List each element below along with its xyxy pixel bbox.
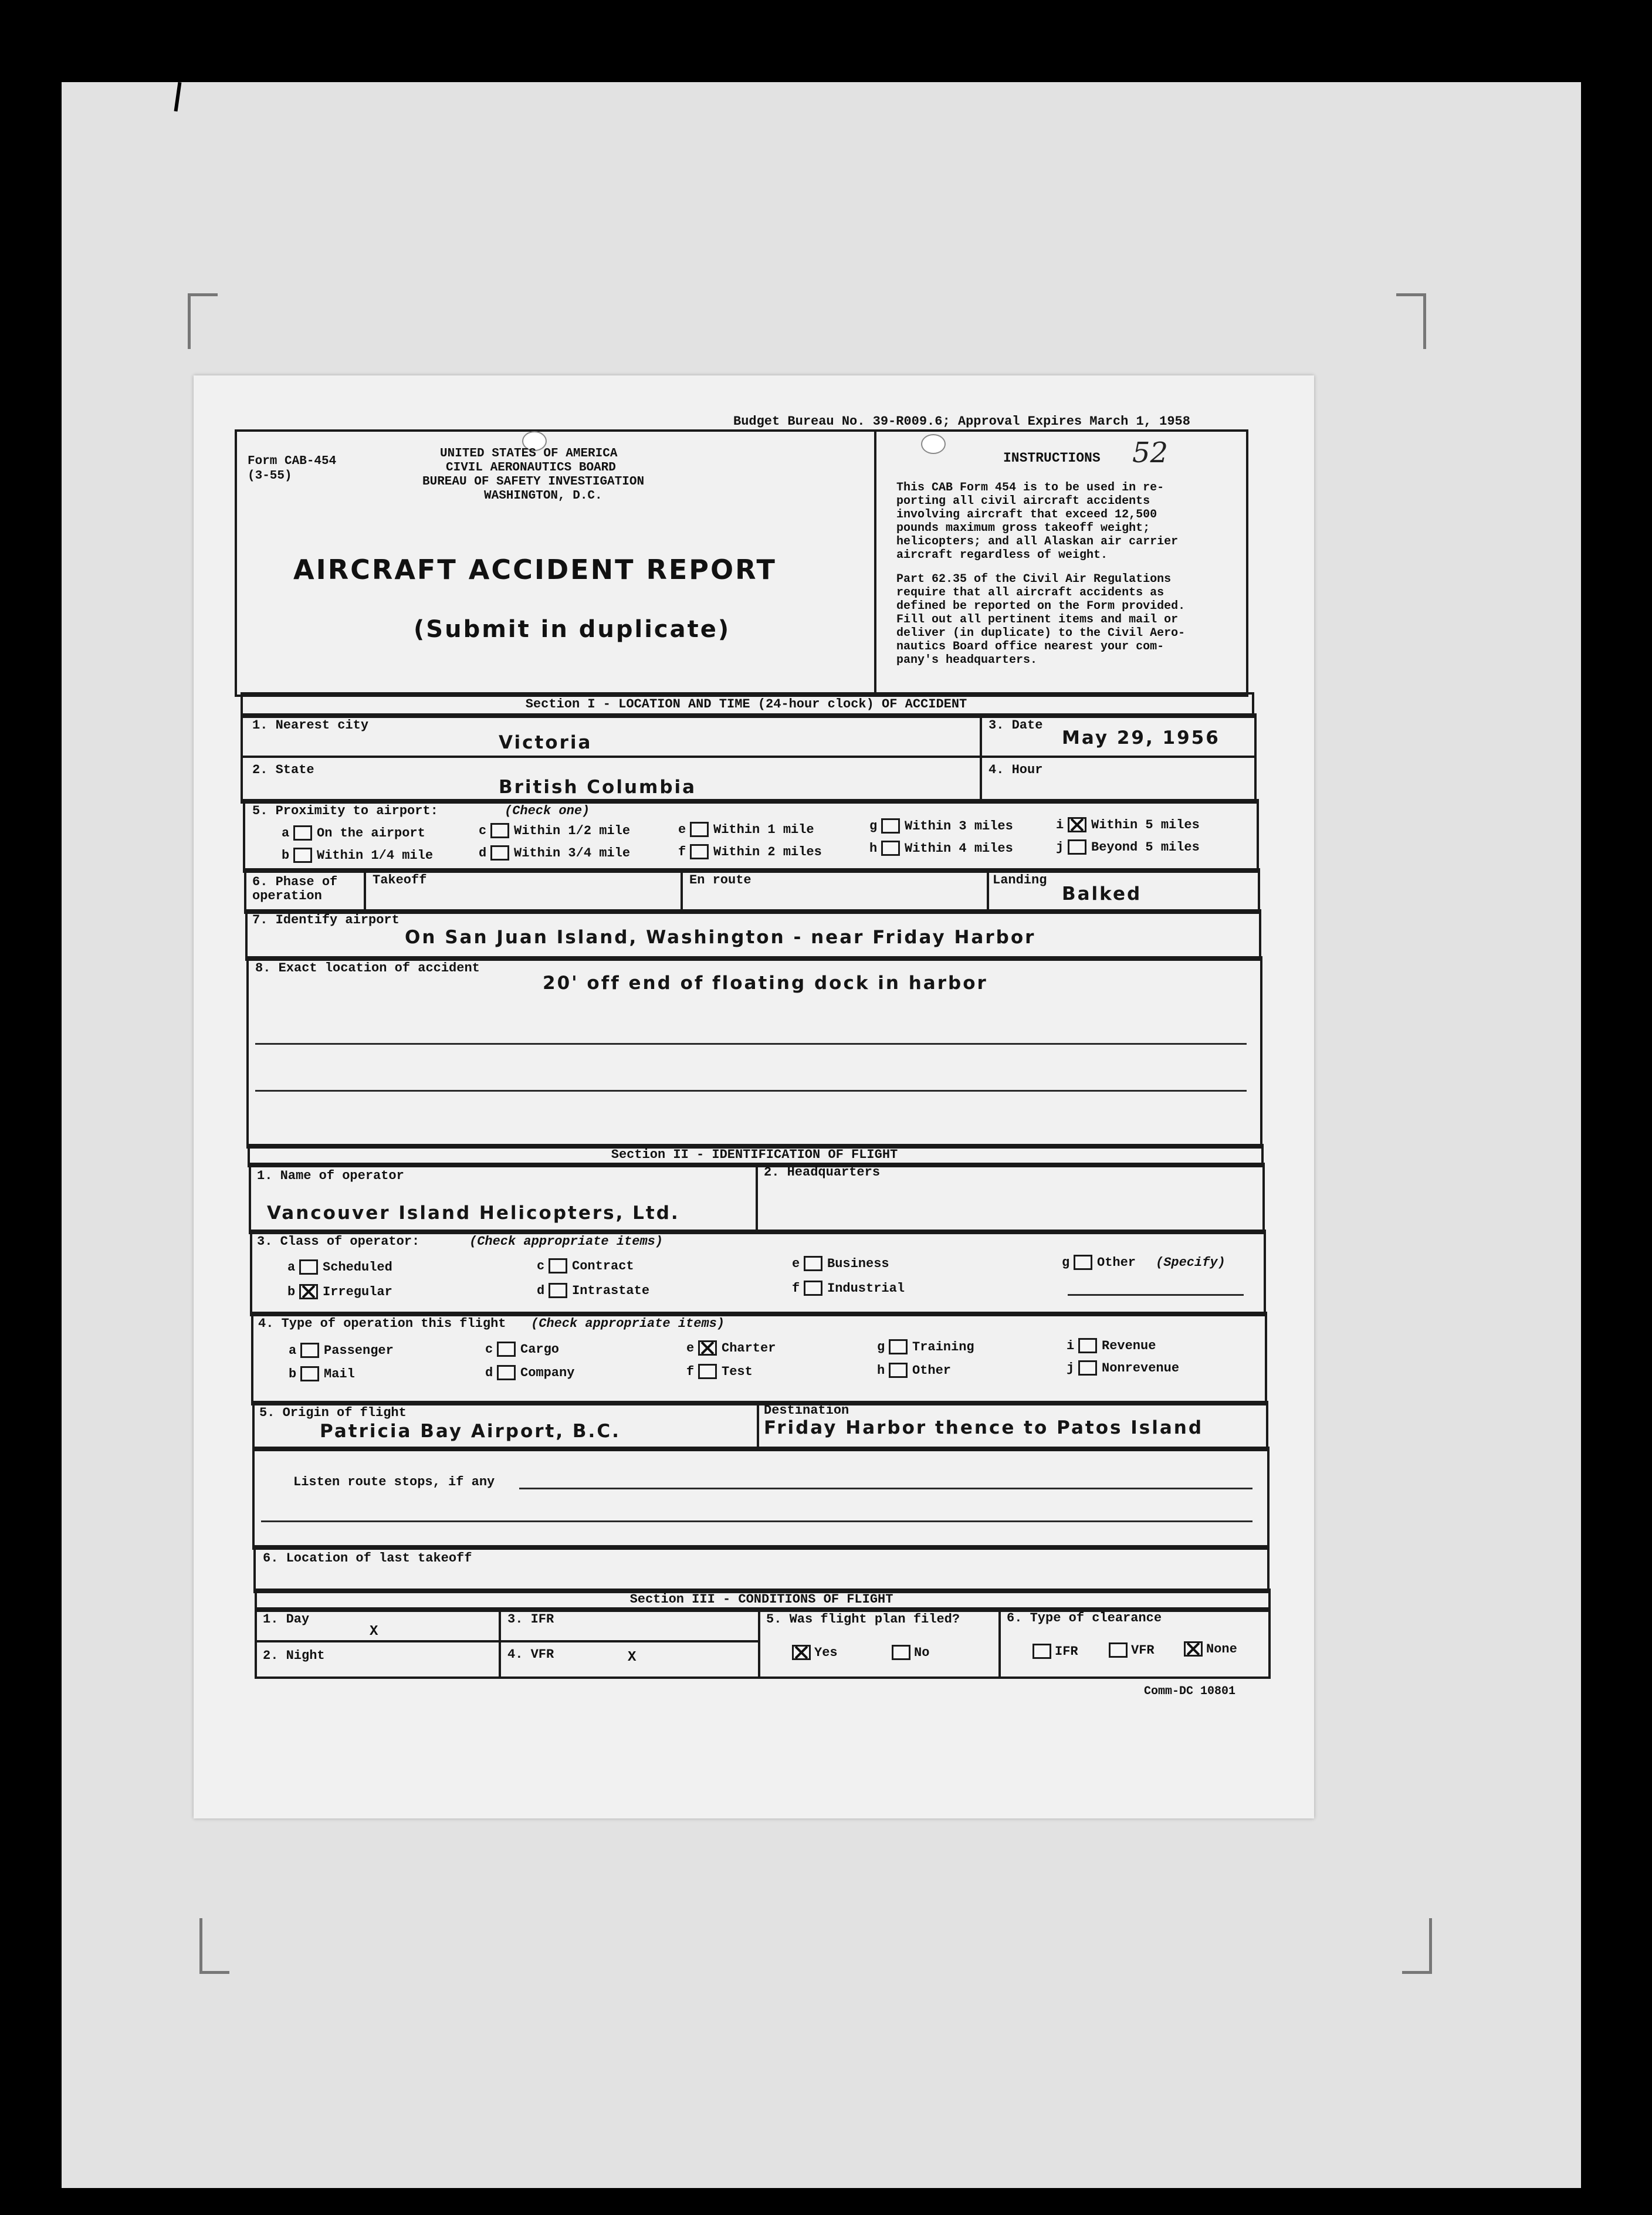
proximity-label: 5. Proximity to airport:	[252, 804, 438, 818]
type-option-label: Mail	[324, 1367, 355, 1381]
section1-heading: Section I - LOCATION AND TIME (24-hour clock) OF ACCIDENT	[525, 697, 967, 712]
crop-mark-top-right	[1396, 293, 1426, 349]
clearance-none-checkbox[interactable]	[1184, 1641, 1203, 1657]
enroute-stops-line[interactable]	[519, 1488, 1252, 1489]
proximity-checkbox-g[interactable]	[881, 818, 900, 834]
class-option-label: Contract	[572, 1259, 634, 1274]
proximity-option-label: Within 4 miles	[905, 841, 1013, 856]
proximity-option-label: Within 1/2 mile	[514, 824, 631, 838]
form-date: (3-55)	[248, 469, 292, 483]
crop-mark-bottom-left	[199, 1918, 229, 1974]
class-note: (Check appropriate items)	[469, 1234, 663, 1249]
state-value: British Columbia	[499, 777, 697, 798]
type-option-label: Other	[912, 1363, 952, 1378]
type-option-label: Company	[520, 1366, 575, 1380]
flight-plan-no-checkbox[interactable]	[892, 1645, 910, 1660]
class-option-label: Other	[1097, 1255, 1136, 1270]
proximity-checkbox-d[interactable]	[490, 845, 509, 861]
hour-label: 4. Hour	[989, 763, 1043, 777]
footer-code: Comm-DC 10801	[1144, 1685, 1236, 1698]
class-option-label: Scheduled	[323, 1260, 392, 1275]
type-option-label: Passenger	[324, 1343, 394, 1358]
instructions-line: Part 62.35 of the Civil Air Regulations	[896, 573, 1172, 586]
proximity-option-label: Within 3 miles	[905, 819, 1013, 834]
origin-value: Patricia Bay Airport, B.C.	[320, 1421, 621, 1442]
instructions-line: require that all aircraft accidents as	[896, 586, 1164, 600]
class-other-line[interactable]	[1068, 1294, 1244, 1296]
vfr-mark: X	[628, 1650, 637, 1665]
proximity-checkbox-i[interactable]	[1068, 817, 1086, 832]
type-checkbox-h[interactable]	[889, 1363, 908, 1378]
instructions-line: This CAB Form 454 is to be used in re-	[896, 481, 1164, 495]
type-checkbox-f[interactable]	[698, 1364, 717, 1379]
proximity-checkbox-c[interactable]	[490, 823, 509, 838]
takeoff-label: Takeoff	[373, 873, 427, 888]
exact-location-line	[255, 1090, 1247, 1092]
rule	[756, 1163, 758, 1232]
class-option-label: Intrastate	[572, 1283, 650, 1298]
proximity-checkbox-a[interactable]	[293, 825, 312, 841]
date-label: 3. Date	[989, 718, 1043, 733]
type-option-label: Revenue	[1102, 1339, 1156, 1353]
handwritten-note: 52	[1132, 436, 1169, 469]
ifr-label: 3. IFR	[507, 1612, 554, 1627]
header-divider	[874, 429, 876, 695]
clearance-vfr-label: VFR	[1131, 1643, 1155, 1658]
agency-line-2: CIVIL AERONAUTICS BOARD	[446, 461, 616, 475]
flight-plan-label: 5. Was flight plan filed?	[766, 1612, 960, 1627]
type-note: (Check appropriate items)	[531, 1316, 725, 1331]
instructions-line: pany's headquarters.	[896, 653, 1038, 667]
clearance-ifr-label: IFR	[1055, 1644, 1078, 1659]
flight-plan-no-label: No	[914, 1645, 930, 1660]
rule	[241, 756, 1254, 758]
clearance-none-label: None	[1206, 1642, 1237, 1657]
day-label: 1. Day	[263, 1612, 310, 1627]
rule	[364, 868, 366, 912]
type-option-label: Charter	[722, 1341, 776, 1356]
type-option-label: Test	[722, 1364, 753, 1379]
type-checkbox-a[interactable]	[300, 1343, 319, 1358]
destination-label: Destination	[764, 1403, 849, 1418]
class-checkbox-d[interactable]	[549, 1283, 567, 1298]
section3-heading: Section III - CONDITIONS OF FLIGHT	[629, 1592, 893, 1607]
type-checkbox-b[interactable]	[300, 1366, 319, 1381]
class-option-label: Business	[827, 1256, 889, 1271]
instructions-line: defined be reported on the Form provided.	[896, 600, 1186, 613]
proximity-option-label: Beyond 5 miles	[1091, 840, 1200, 855]
proximity-checkbox-h[interactable]	[881, 841, 900, 856]
instructions-line: nautics Board office nearest your com-	[896, 640, 1164, 653]
class-checkbox-e[interactable]	[804, 1256, 822, 1271]
last-takeoff-label: 6. Location of last takeoff	[263, 1551, 472, 1566]
type-option-label: Cargo	[520, 1342, 560, 1357]
proximity-checkbox-b[interactable]	[293, 848, 312, 863]
nearest-city-value: Victoria	[499, 732, 593, 753]
operator-label: 1. Name of operator	[257, 1169, 404, 1183]
nearest-city-label: 1. Nearest city	[252, 718, 369, 733]
class-option-label: Industrial	[827, 1281, 905, 1296]
proximity-option-label: Within 1 mile	[713, 822, 814, 837]
flight-plan-yes-checkbox[interactable]	[792, 1645, 811, 1660]
night-label: 2. Night	[263, 1648, 325, 1663]
landing-label: Landing	[993, 873, 1047, 888]
proximity-option-label: On the airport	[317, 826, 425, 841]
rule	[255, 1640, 759, 1642]
identify-airport-label: 7. Identify airport	[252, 913, 400, 927]
operator-value: Vancouver Island Helicopters, Ltd.	[267, 1203, 680, 1224]
form-page: Budget Bureau No. 39-R009.6; Approval Expires March 1, 1958 Form CAB-454 (3-55) UNITED STATES OF AMERICA CIVIL AERONAUTICS BOARD BUREAU OF SAFETY INVESTIGATION WASHINGTON, D.C. AIRCRAFT ACCIDENT REPORT (Submit in duplicate) INSTRUCTIONS 52 This CAB Form 454 is to be used in re- porting all civil aircraft accidents involving aircraft that exceed 12,500 pounds maximum gross takeoff weight; helicopters; and all Alaskan air carrier aircraft regardless of weight. Part 62.35 of the Civil Air Regulations require that all aircraft accidents as defined be reported on the Form provided. Fill out all pertinent items and mail or deliver (in duplicate) to the Civil Aero- nautics Board office nearest your com- pany's headquarters. Section I - LOCATION AND TIME (24-hour clock) OF ACCIDENT 1. Nearest city Victoria 3. Date May 29, 1956 2. State British Columbia 4. Hour 5. Proximity to airport: (Check one) a On the airport b Within 1/4 mile c Within 1/2 mile d Within 3/4 mile e Within 1 mile f Within 2 miles g Within 3 miles h Within 4 miles i Within 5 miles j Beyond 5 miles 6. Phase of operation Takeoff En route Landing Balked 7. Identify airport On San Juan Island, Washington - near Friday Harbor 8. Exact location of accident 20' off end of floating dock in harbor Section II - IDENTIFICATION OF FLIGHT 1. Name of operator Vancouver Island Helicopters, Ltd. 2. Headquarters 3. Class of operator: (Check appropriate items) a Scheduled b Irregular c Contract d Intrastate e Business f Industrial g Other (Specify) 4. Type of operation this flight (Check appropriate items) a Passenger b Mail c Cargo d Company e Charter f Test g Training h Other i Revenue j Nonrevenue 5. Origin of flight Patricia Bay Airport, B.C. Destination Friday Harbor thence to Patos Island Listen route stops, if any 6. Location of last takeoff Section III - CONDITIONS OF FLIGHT 1. Day X 2. Night 3. IFR 4. VFR X 5. Was flight plan filed? Yes No 6. Type of clearance IFR VFR None Comm-DC 10801	[194, 375, 1314, 1818]
instructions-line: porting all civil aircraft accidents	[896, 495, 1150, 508]
phase-label: 6. Phase of operation	[252, 875, 338, 903]
enroute-stops-line[interactable]	[261, 1520, 1252, 1522]
instructions-line: involving aircraft that exceed 12,500	[896, 508, 1157, 521]
form-number: Form CAB-454	[248, 455, 337, 468]
agency-line-1: UNITED STATES OF AMERICA	[440, 447, 618, 460]
class-checkbox-b[interactable]	[299, 1284, 318, 1299]
proximity-checkbox-j[interactable]	[1068, 839, 1086, 855]
type-option-label: Nonrevenue	[1102, 1361, 1180, 1376]
instructions-line: aircraft regardless of weight.	[896, 548, 1108, 562]
instructions-line: pounds maximum gross takeoff weight;	[896, 521, 1150, 535]
class-option-label: Irregular	[323, 1285, 392, 1299]
type-checkbox-e[interactable]	[698, 1340, 717, 1356]
destination-value: Friday Harbor thence to Patos Island	[764, 1417, 1204, 1438]
instructions-heading: INSTRUCTIONS	[1003, 451, 1101, 466]
punch-hole	[921, 434, 946, 454]
clearance-vfr-checkbox[interactable]	[1109, 1642, 1128, 1658]
proximity-option-label: Within 1/4 mile	[317, 848, 434, 863]
identify-airport-value: On San Juan Island, Washington - near Friday Harbor	[405, 927, 1036, 948]
type-label: 4. Type of operation this flight	[258, 1316, 506, 1331]
instructions-line: Fill out all pertinent items and mail or	[896, 613, 1179, 626]
rule	[757, 1401, 759, 1449]
type-checkbox-i[interactable]	[1078, 1338, 1097, 1353]
proximity-note: (Check one)	[505, 804, 590, 818]
exact-location-line	[255, 1043, 1247, 1045]
report-title: AIRCRAFT ACCIDENT REPORT	[293, 554, 777, 585]
clearance-ifr-checkbox[interactable]	[1032, 1644, 1051, 1659]
class-label: 3. Class of operator:	[257, 1234, 420, 1249]
proximity-option-label: Within 3/4 mile	[514, 846, 631, 861]
rule	[980, 713, 982, 801]
day-mark: X	[370, 1624, 378, 1640]
class-checkbox-c[interactable]	[549, 1258, 567, 1274]
type-checkbox-d[interactable]	[497, 1365, 516, 1380]
class-checkbox-f[interactable]	[804, 1281, 822, 1296]
class-other-note: (Specify)	[1156, 1255, 1226, 1270]
class-checkbox-g[interactable]	[1074, 1255, 1092, 1270]
flight-plan-yes-label: Yes	[814, 1645, 838, 1660]
report-subtitle: (Submit in duplicate)	[414, 616, 731, 643]
type-option-label: Training	[912, 1340, 974, 1354]
proximity-checkbox-f[interactable]	[690, 844, 709, 859]
enroute-stops-block	[252, 1447, 1270, 1550]
state-label: 2. State	[252, 763, 314, 777]
budget-line: Budget Bureau No. 39-R009.6; Approval Expires March 1, 1958	[733, 414, 1190, 429]
type-checkbox-g[interactable]	[889, 1339, 908, 1354]
enroute-stops-label: Listen route stops, if any	[293, 1475, 495, 1489]
crop-mark-bottom-right	[1402, 1918, 1432, 1974]
landing-value: Balked	[1062, 883, 1142, 905]
section2-heading: Section II - IDENTIFICATION OF FLIGHT	[611, 1147, 898, 1162]
clearance-label: 6. Type of clearance	[1007, 1611, 1162, 1625]
instructions-line: helicopters; and all Alaskan air carrier	[896, 535, 1179, 548]
exact-location-label: 8. Exact location of accident	[255, 961, 480, 976]
vfr-label: 4. VFR	[507, 1647, 554, 1662]
rule	[681, 868, 683, 912]
proximity-checkbox-e[interactable]	[690, 822, 709, 837]
date-value: May 29, 1956	[1062, 727, 1220, 749]
type-checkbox-c[interactable]	[497, 1342, 516, 1357]
rule	[987, 868, 989, 912]
proximity-option-label: Within 5 miles	[1091, 818, 1200, 832]
agency-line-3: BUREAU OF SAFETY INVESTIGATION	[422, 475, 645, 489]
enroute-label: En route	[689, 873, 751, 888]
type-checkbox-j[interactable]	[1078, 1360, 1097, 1376]
class-checkbox-a[interactable]	[299, 1259, 318, 1275]
exact-location-value: 20' off end of floating dock in harbor	[543, 973, 988, 994]
instructions-line: deliver (in duplicate) to the Civil Aero-	[896, 626, 1186, 640]
headquarters-label: 2. Headquarters	[764, 1165, 881, 1180]
rule	[998, 1607, 1001, 1677]
proximity-option-label: Within 2 miles	[713, 845, 822, 859]
crop-mark-top-left	[188, 293, 218, 349]
origin-label: 5. Origin of flight	[259, 1405, 407, 1420]
agency-line-4: WASHINGTON, D.C.	[484, 489, 602, 503]
